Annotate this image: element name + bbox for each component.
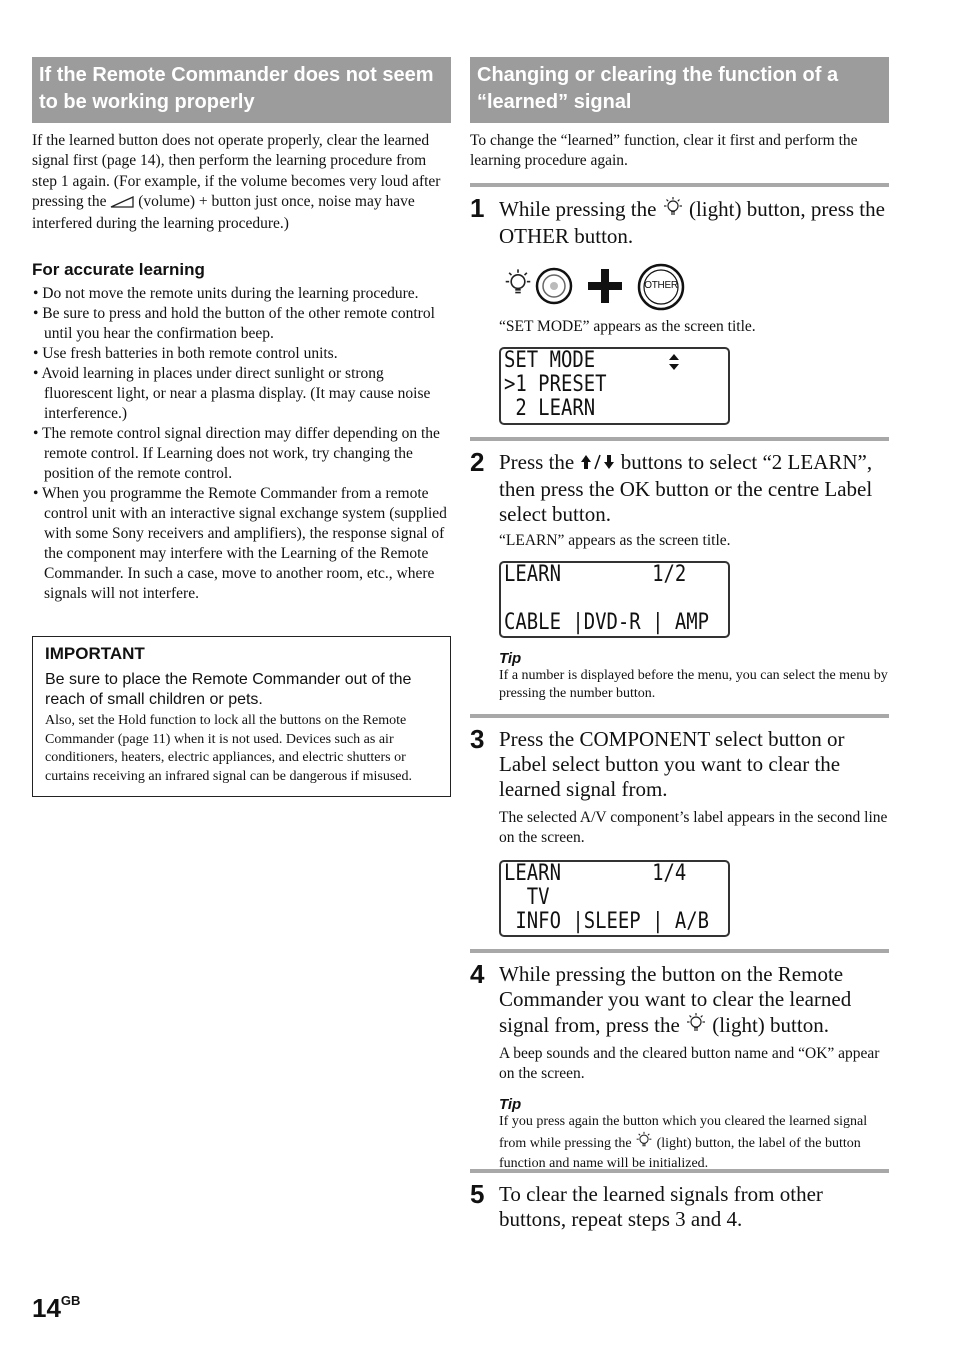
list-item: • Use fresh batteries in both remote control units. bbox=[33, 345, 338, 363]
accurate-learning-list bbox=[32, 284, 451, 604]
step-note: “LEARN” appears as the screen title. bbox=[499, 531, 731, 549]
light-icon bbox=[503, 268, 533, 303]
step-number: 3 bbox=[470, 723, 485, 754]
step-number: 2 bbox=[470, 446, 485, 477]
step-number: 4 bbox=[470, 958, 485, 989]
step-title-a: Press the bbox=[499, 449, 575, 474]
left-column bbox=[32, 57, 451, 797]
step-note: The selected A/V component’s label appears in the second line on the screen. bbox=[499, 808, 888, 846]
paragraph-text-b: (volume) + button just once, noise may have interfered during the learning procedure.) bbox=[32, 192, 415, 233]
tip-text bbox=[499, 1113, 889, 1174]
page-number-suffix: GB bbox=[60, 1293, 81, 1308]
page-number bbox=[32, 1293, 80, 1324]
lcd-line: 2 LEARN bbox=[504, 395, 596, 421]
lcd-line: >1 PRESET bbox=[504, 371, 607, 397]
lcd-line: CABLE |DVD-R | AMP bbox=[504, 609, 710, 635]
list-item: • Be sure to press and hold the button of the other remote control until you hear the confirmation beep. bbox=[33, 305, 435, 343]
section-heading-clear-learned: Changing or clearing the function of a “learned” signal bbox=[470, 57, 889, 123]
important-warning: Be sure to place the Remote Commander out of the reach of small children or pets. bbox=[45, 671, 412, 709]
intro-paragraph: To change the “learned” function, clear it first and perform the learning procedure again. bbox=[470, 132, 858, 170]
step-note: “SET MODE” appears as the screen title. bbox=[499, 317, 756, 335]
volume-icon bbox=[110, 194, 134, 214]
lcd-screen bbox=[499, 860, 730, 937]
list-item: • When you programme the Remote Commander from a remote control unit with an interactive signal exchange system (supplied with some Sony receivers and amplifiers), the response signal of the component may interfere with the Learning of the Remote Commander. In such a case, move to another room, etc., where signals will not interfere. bbox=[33, 485, 447, 603]
step-2 bbox=[470, 437, 889, 714]
lcd-line: INFO |SLEEP | A/B bbox=[504, 908, 710, 934]
tip-heading: Tip bbox=[499, 649, 522, 667]
paragraph-text-a: If the learned button does not operate properly, clear the learned signal first (page 14), then perform the learning procedure from step 1 again. (For example, if the volume becomes very loud after pressing the bbox=[32, 132, 441, 210]
up-down-arrow-icon bbox=[668, 353, 680, 377]
important-heading: IMPORTANT bbox=[45, 644, 145, 664]
step-title-a: While pressing the button on the Remote Commander you want to clear the learned signal from, press the bbox=[499, 961, 852, 1037]
step-title bbox=[499, 450, 889, 527]
button-combo-illustration bbox=[499, 263, 889, 311]
step-title bbox=[499, 962, 889, 1040]
tip-text: If a number is displayed before the menu, you can select the menu by pressing the number button. bbox=[499, 667, 888, 701]
tip-heading: Tip bbox=[499, 1095, 522, 1113]
list-item: • Do not move the remote units during the learning procedure. bbox=[33, 285, 419, 303]
subheading-accurate-learning: For accurate learning bbox=[32, 260, 205, 280]
lcd-screen bbox=[499, 347, 730, 425]
light-icon bbox=[685, 1012, 707, 1040]
lcd-line: SET MODE bbox=[504, 347, 596, 373]
light-icon bbox=[662, 196, 684, 224]
step-3 bbox=[470, 714, 889, 949]
step-number: 5 bbox=[470, 1178, 485, 1209]
lcd-line: TV bbox=[504, 884, 550, 910]
list-item: • Avoid learning in places under direct sunlight or strong fluorescent light, or near a plasma display. (It may cause noise interference.) bbox=[33, 365, 431, 423]
step-number: 1 bbox=[470, 192, 485, 223]
lcd-line: LEARN 1/2 bbox=[504, 561, 687, 587]
up-down-arrow-icon bbox=[580, 452, 616, 477]
step-5 bbox=[470, 1169, 889, 1232]
tip-text-b: (light) button, the label of the button function and name will be initialized. bbox=[499, 1136, 861, 1172]
step-title bbox=[499, 196, 889, 249]
plus-icon bbox=[587, 268, 623, 309]
step-note: A beep sounds and the cleared button name and “OK” appear on the screen. bbox=[499, 1044, 880, 1082]
step-title: To clear the learned signals from other buttons, repeat steps 3 and 4. bbox=[499, 1181, 823, 1231]
section-heading-troubleshooting: If the Remote Commander does not seem to be working properly bbox=[32, 57, 451, 123]
page-number-value: 14 bbox=[32, 1293, 61, 1323]
step-title: Press the COMPONENT select button or Label select button you want to clear the learned signal from. bbox=[499, 726, 845, 801]
light-button-icon bbox=[535, 267, 573, 310]
light-icon bbox=[635, 1131, 653, 1155]
step-title-b: buttons to select “2 LEARN”, then press the OK button or the centre Label select button. bbox=[499, 449, 873, 526]
important-box bbox=[32, 636, 451, 797]
lcd-line bbox=[504, 587, 697, 611]
right-column bbox=[470, 57, 889, 1232]
step-title-a: While pressing the bbox=[499, 196, 657, 221]
other-button-icon bbox=[637, 263, 685, 316]
step-title-b: (light) button, press the OTHER button. bbox=[499, 196, 885, 248]
list-item: • The remote control signal direction may differ depending on the remote control. If Learning does not work, try changing the position of the remote control. bbox=[33, 425, 440, 483]
important-details: Also, set the Hold function to lock all the buttons on the Remote Commander (page 11) when it is not used. Devices such as air conditioners, heaters, electric appliances, and electric shutters or curtains receiving an infrared signal can be dangerous if misused. bbox=[45, 713, 412, 784]
other-button-label: OTHER bbox=[644, 279, 678, 291]
lcd-screen bbox=[499, 561, 730, 638]
step-1 bbox=[470, 183, 889, 437]
step-4 bbox=[470, 949, 889, 1172]
troubleshooting-paragraph bbox=[32, 131, 451, 234]
step-title-b: (light) button. bbox=[712, 1012, 829, 1037]
lcd-line: LEARN 1/4 bbox=[504, 860, 687, 886]
tip-text-a: If you press again the button which you cleared the learned signal from while pressing the bbox=[499, 1113, 868, 1151]
